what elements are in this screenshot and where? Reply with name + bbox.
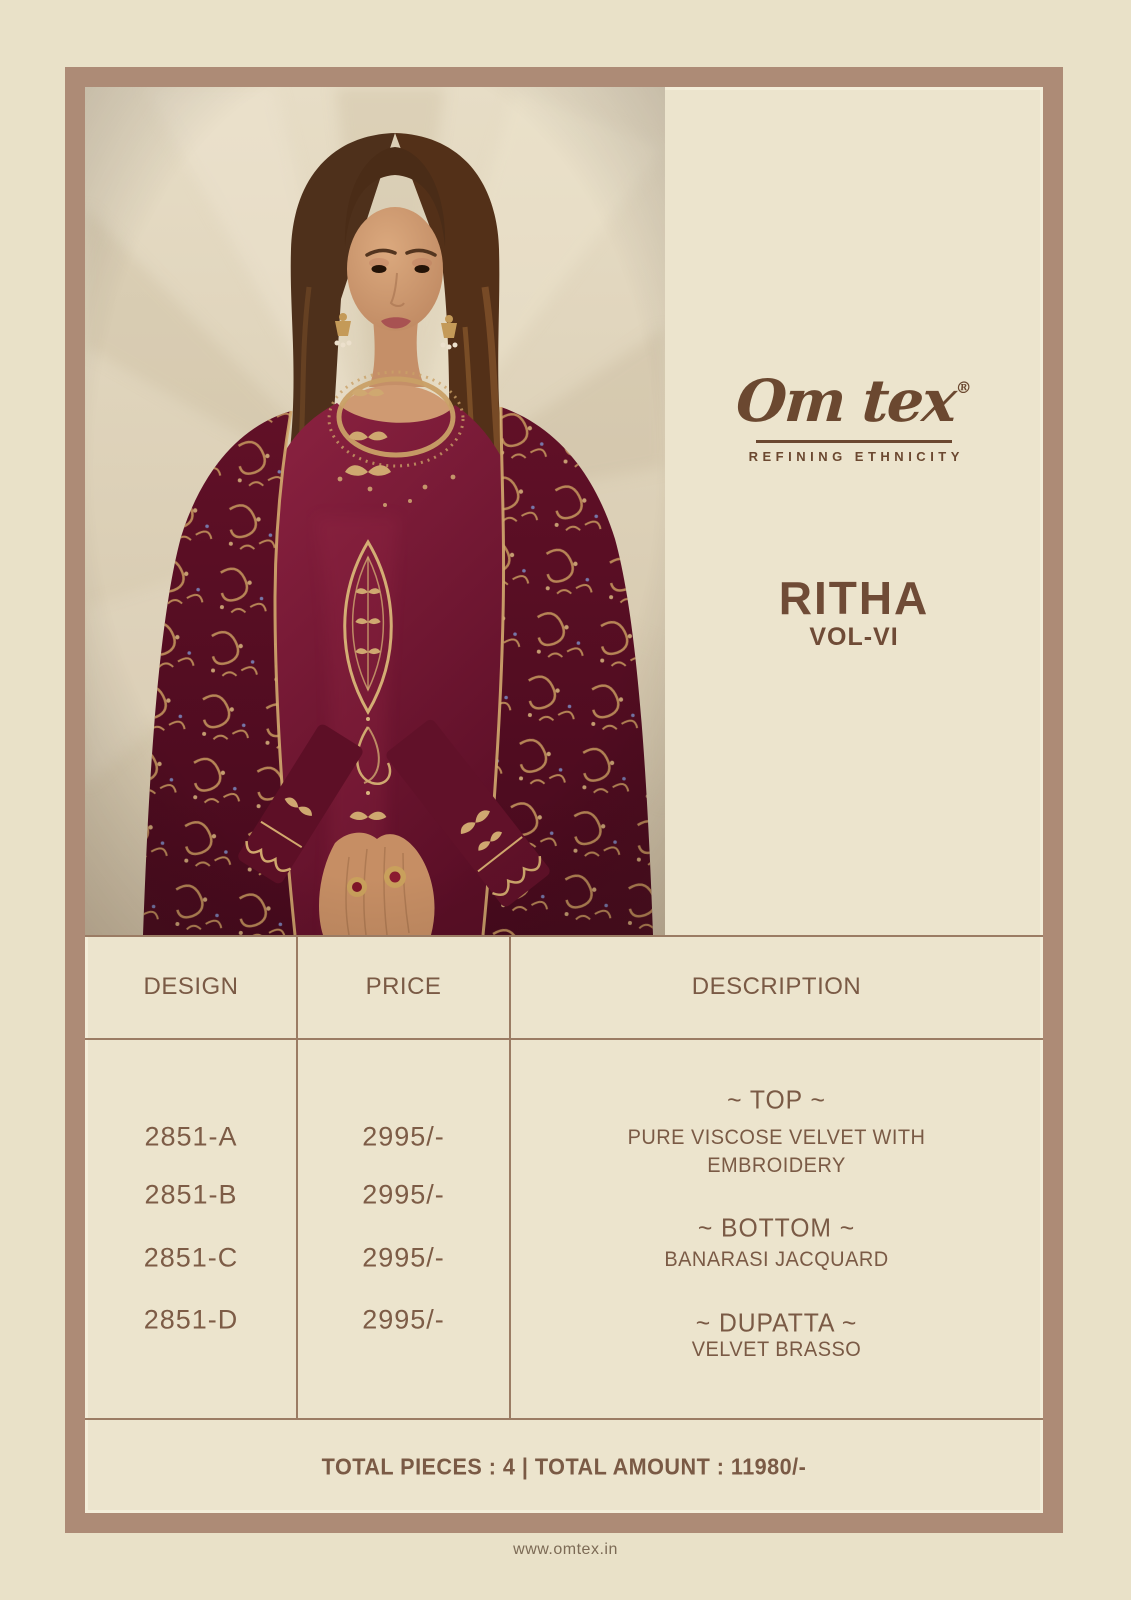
brand-panel [665,87,1043,935]
desc-top-line-1: PURE VISCOSE VELVET WITH [627,1126,926,1149]
desc-top-line-2: EMBROIDERY [707,1154,846,1177]
brand-logo-script [662,357,1045,435]
design-row-1: 2851-B [144,1179,238,1210]
price-row-0: 2995/- [362,1121,445,1152]
price-row-2: 2995/- [362,1242,445,1273]
price-row-1: 2995/- [362,1179,445,1210]
header-price: PRICE [365,972,442,1000]
brand-tagline: REFINING ETHNICITY [748,449,964,464]
table-bottom-line [85,1418,1043,1420]
design-row-2: 2851-C [143,1242,239,1273]
desc-bottom-heading: ~ BOTTOM ~ [697,1212,856,1243]
brand-logo-text: Om tex [733,367,958,435]
desc-top-heading: ~ TOP ~ [727,1084,826,1115]
price-row-3: 2995/- [362,1304,445,1335]
collection-title: RITHA [778,572,930,624]
header-design: DESIGN [143,972,239,1000]
design-row-3: 2851-D [143,1304,239,1335]
page-frame [65,67,1063,1533]
model-photo [85,87,665,935]
desc-bottom-line-1: BANARASI JACQUARD [664,1248,889,1271]
collection-volume: VOL-VI [809,623,899,651]
model-photo-illustration [85,87,665,935]
logo-divider [756,440,952,443]
desc-dupatta-heading: ~ DUPATTA ~ [695,1307,858,1338]
design-row-0: 2851-A [144,1121,238,1152]
photo-vignette [85,87,665,935]
total-summary: TOTAL PIECES : 4 | TOTAL AMOUNT : 11980/- [321,1453,807,1480]
table-header-line [85,1038,1043,1040]
desc-dupatta-line-1: VELVET BRASSO [691,1338,862,1361]
brand-logo [665,357,1043,464]
header-description: DESCRIPTION [691,972,862,1000]
website-url: www.omtex.in [513,1541,618,1558]
registered-mark: ® [954,378,973,397]
collection-title-block [665,572,1043,651]
